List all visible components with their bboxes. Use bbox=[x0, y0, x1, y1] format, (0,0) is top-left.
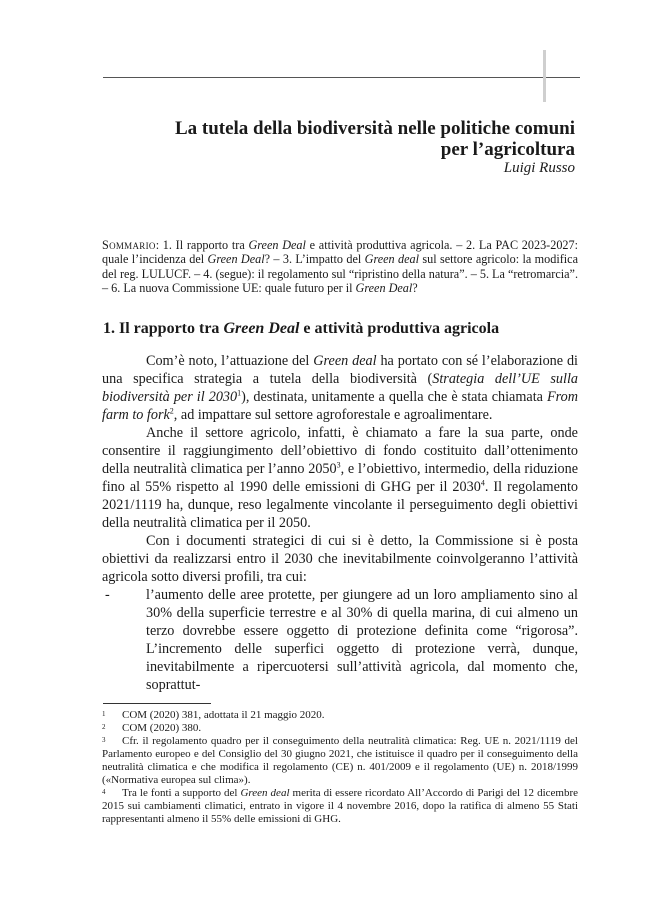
para-text: Com’è noto, l’attuazione del bbox=[146, 353, 314, 369]
page-edge-marker bbox=[543, 50, 546, 102]
footnote-text: Cfr. il regolamento quadro per il conseguimento della neutralità climatica: Reg. UE n. 2021/1119 del Parlamento europeo e del Consiglio del 30 giugno 2021, che istituisce il quadro per il conseguimento della neutralità climatica e che modifica il regolamento (CE) n. 401/2009 e il regolamento (UE) n. 2018/1999 («Normativa europea sul clima»). bbox=[102, 735, 578, 786]
title-line-1: La tutela della biodiversità nelle politiche comuni bbox=[174, 118, 575, 139]
para-text: ha portato con sé l’elaborazione di una specifica strategia a tutela della biodiversità ( bbox=[102, 353, 578, 387]
summary-text: ? bbox=[412, 281, 418, 296]
footnote-4 bbox=[102, 787, 578, 826]
para-italic: From farm to fork bbox=[102, 389, 578, 423]
para-text: ), destinata, unitamente a quella che è stata chiamata bbox=[241, 389, 547, 405]
footnote-number: 2 bbox=[102, 723, 106, 731]
title-line-2: per l’agricoltura bbox=[440, 139, 575, 160]
heading-italic: Green Deal bbox=[223, 320, 300, 337]
paragraph-2 bbox=[102, 424, 578, 532]
summary-label: Sommario bbox=[102, 238, 156, 252]
para-text: . Il regolamento 2021/1119 ha, dunque, reso legalmente vincolante il perseguimento degli obiettivi della neutralità climatica per il 2050. bbox=[102, 479, 579, 531]
list-item bbox=[102, 586, 578, 694]
footnote-ref: 1 bbox=[237, 388, 242, 398]
section-heading bbox=[103, 320, 583, 338]
footnotes bbox=[102, 709, 578, 826]
heading-text: 1. Il rapporto tra bbox=[103, 320, 224, 337]
footnote-ref: 4 bbox=[480, 478, 485, 488]
para-text: , ad impattare sul settore agroforestale e agroalimentare. bbox=[173, 407, 493, 423]
paragraph-3: Con i documenti strategici di cui si è detto, la Commissione si è posta obiettivi da realizzarsi entro il 2030 che inevitabilmente coinvolgeranno l’attività agricola sotto diversi profili, tra cui: bbox=[102, 533, 578, 585]
paragraph-1 bbox=[102, 352, 578, 424]
footnote-number: 3 bbox=[102, 736, 106, 744]
summary-italic: Green Deal bbox=[355, 281, 413, 296]
footnote-text: COM (2020) 381, adottata il 21 maggio 2020. bbox=[122, 709, 325, 721]
footnote-3 bbox=[102, 735, 578, 787]
footnote-ref: 3 bbox=[336, 460, 341, 470]
summary-abstract bbox=[102, 238, 578, 296]
footnote-1 bbox=[102, 709, 578, 722]
footnote-italic: Green deal bbox=[240, 787, 290, 799]
summary-italic: Green Deal bbox=[207, 252, 265, 267]
summary-italic: Green deal bbox=[364, 252, 419, 267]
footnote-text: COM (2020) 380. bbox=[122, 722, 202, 734]
list-item-text: l’aumento delle aree protette, per giungere ad un loro ampliamento sino al 30% della superficie terrestre e al 30% di quella marina, di cui almeno un terzo dovrebbe essere oggetto di protezione definita come “rigorosa”. L’incremento delle superfici oggetto di protezione verrà, dunque, inevitabilmente a ripercuotersi sull’attività agricola, dal momento che, soprattut- bbox=[146, 587, 578, 693]
summary-text: e attività produttiva agricola. – 2. La PAC 2023-2027: quale l’incidenza del bbox=[102, 238, 578, 267]
footnote-number: 4 bbox=[102, 788, 106, 796]
list-dash: - bbox=[105, 587, 110, 603]
article-title bbox=[103, 118, 575, 160]
footnote-number: 1 bbox=[102, 710, 106, 718]
para-text: , e l’obiettivo, intermedio, della riduzione fino al 55% rispetto al 1990 delle emissioni di GHG per il 2030 bbox=[102, 461, 578, 495]
heading-text: e attività produttiva agricola bbox=[299, 320, 500, 337]
footnote-text: Tra le fonti a supporto del bbox=[122, 787, 241, 799]
para-text: Anche il settore agricolo, infatti, è chiamato a fare la sua parte, onde consentire il raggiungimento dell’obiettivo di fondo costituito dall’ottenimento della neutralità climatica per l’anno 2050 bbox=[102, 425, 578, 477]
footnote-rule bbox=[103, 703, 211, 704]
footnote-2 bbox=[102, 722, 578, 735]
author-name: Luigi Russo bbox=[503, 160, 575, 176]
header-rule bbox=[103, 77, 580, 78]
summary-text: sul settore agricolo: la modifica del reg. LULUCF. – 4. (segue): il regolamento sul “ripristino della natura”. – 5. La “retromarcia”. – 6. La nuova Commissione UE: quale futuro per il bbox=[102, 252, 578, 296]
para-italic: Green deal bbox=[313, 353, 377, 369]
footnote-text: merita di essere ricordato All’Accordo di Parigi del 12 dicembre 2015 sui cambiamenti climatici, entrato in vigore il 4 novembre 2016, dopo la ratifica di almeno 55 Stati rappresentanti almeno il 55% delle emissioni di GHG. bbox=[102, 787, 578, 825]
summary-italic: Green Deal bbox=[248, 238, 306, 252]
summary-text: ? – 3. L’impatto del bbox=[264, 252, 365, 267]
summary-text: : 1. Il rapporto tra bbox=[155, 238, 249, 252]
footnote-ref: 2 bbox=[169, 406, 174, 416]
body-text bbox=[102, 352, 578, 694]
para-italic: Strategia dell’UE sulla biodiversità per il 2030 bbox=[102, 371, 578, 405]
